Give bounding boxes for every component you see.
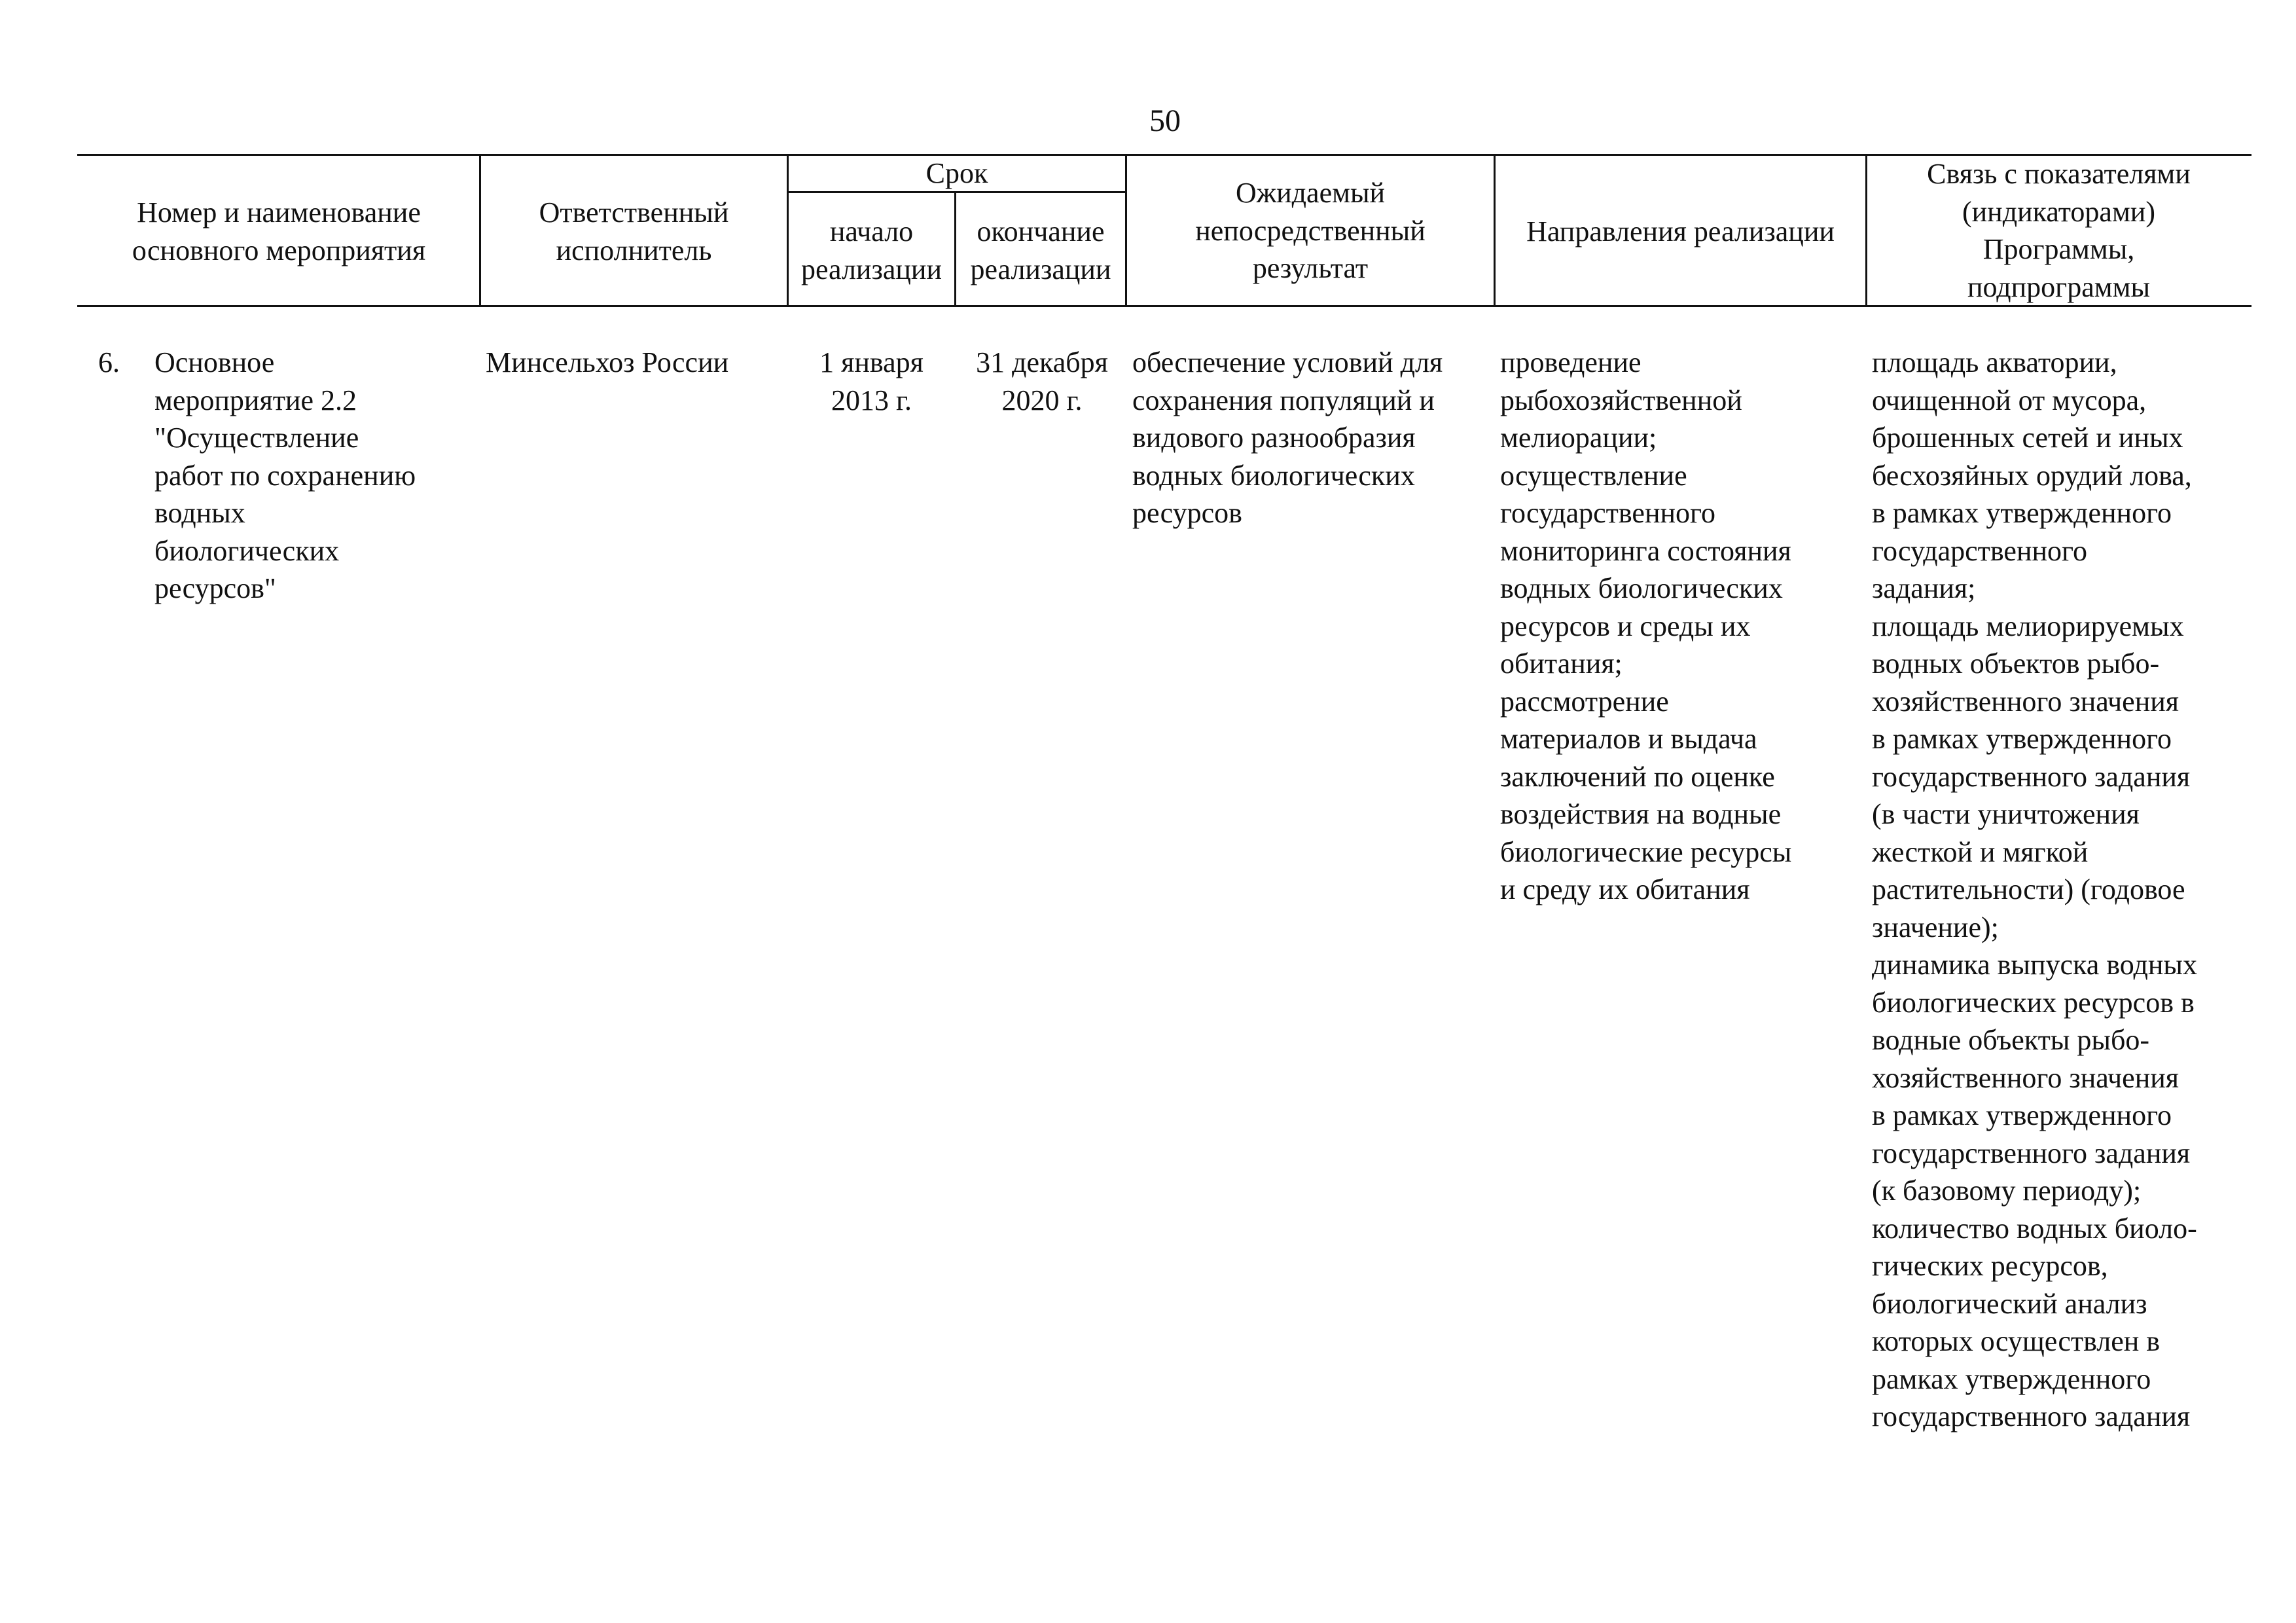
row-directions: проведение рыбохозяйственной мелиорации; осуществление государственного мониторинга состояния водных биологических ресурсов и среды их обитания; рассмотрение материалов и выдача заключений по оценке воздействия на водные биологические ресурсы и среду их обитания — [1500, 346, 1792, 905]
header-result-column: Ожидаемый непосредственный результат — [1195, 177, 1426, 284]
row-indicators: площадь акватории, очищенной от мусора, брошенных сетей и иных бесхозяйных орудий лова, в рамках утвержденного государственного задания; площадь мелиорируемых водных объектов рыбо- хозяйственного значения в рамках утвержденного государственного задания (в части уничтожения жесткой и мягкой растительности) (годовое значение); динамика выпуска водных биологических ресурсов в водные объекты рыбо- хозяйственного значения в рамках утвержденного государственного задания (к базовому периоду); количество водных биоло- гических ресурсов, биологический анализ которых осуществлен в рамках утвержденного государственного задания — [1872, 346, 2197, 1432]
header-directions-column: Направления реализации — [1526, 215, 1835, 247]
row-executor: Минсельхоз России — [486, 346, 729, 378]
row-expected-result: обеспечение условий для сохранения популяций и видового разнообразия водных биологических ресурсов — [1132, 346, 1443, 529]
header-name-column: Номер и наименование основного мероприятия — [132, 196, 426, 266]
header-end-column: окончание реализации — [970, 215, 1111, 285]
row-measure-name: Основное мероприятие 2.2 "Осуществление работ по сохранению водных биологических ресурсов" — [154, 346, 416, 604]
row-end-date: 31 декабря 2020 г. — [976, 346, 1108, 416]
page-number: 50 — [1149, 103, 1181, 138]
row-start-date: 1 января 2013 г. — [819, 346, 924, 416]
header-executor-column: Ответственный исполнитель — [539, 196, 729, 266]
header-indicators-column: Связь с показателями (индикаторами) Программы, подпрограммы — [1927, 158, 2191, 303]
header-srok: Срок — [925, 157, 988, 189]
row-number: 6. — [98, 346, 120, 378]
header-start-column: начало реализации — [800, 215, 942, 285]
